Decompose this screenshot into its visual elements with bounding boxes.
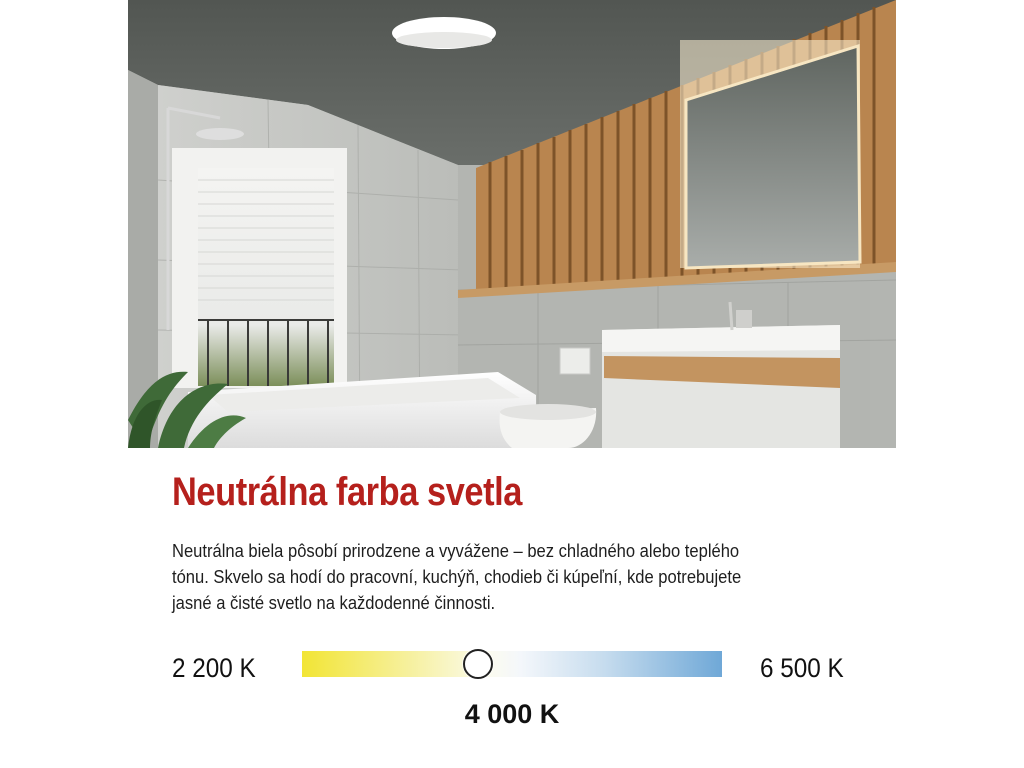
- scale-marker: [463, 649, 493, 679]
- description-line: Neutrálna biela pôsobí prirodzene a vyvážene – bez chladného alebo teplého: [172, 541, 740, 561]
- description-line: tónu. Skvelo sa hodí do pracovní, kuchýň, chodieb či kúpeľní, kde potrebujete: [172, 567, 742, 587]
- description-line: jasné a čisté svetlo na každodenné činnosti.: [172, 593, 496, 613]
- page-title: Neutrálna farba svetla: [172, 470, 522, 514]
- current-temperature-label: 4 000 K: [464, 699, 560, 729]
- infographic-card: [128, 0, 896, 768]
- scale-min-label: 2 200 K: [172, 653, 256, 683]
- scale-max-label: 6 500 K: [760, 653, 844, 683]
- bathroom-illustration: [128, 0, 896, 448]
- color-temperature-bar: [302, 651, 722, 677]
- description: [172, 538, 816, 616]
- bathroom-photo: [128, 0, 896, 448]
